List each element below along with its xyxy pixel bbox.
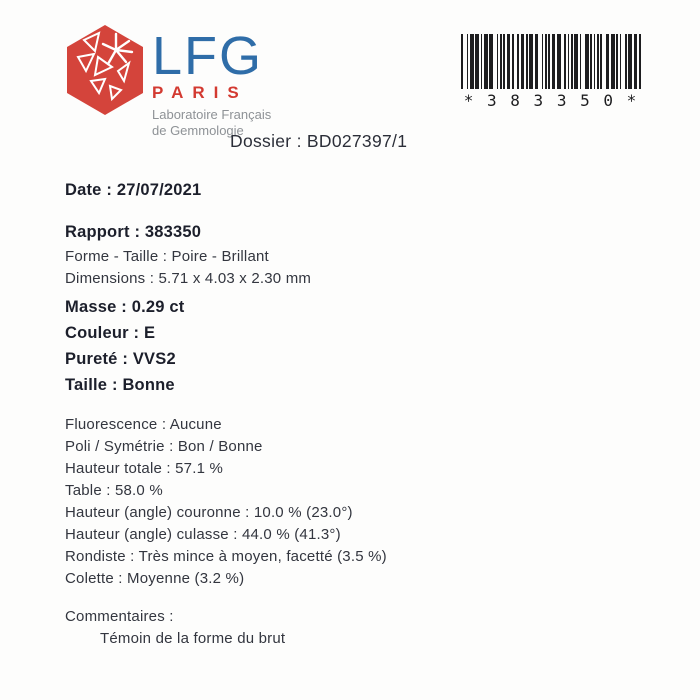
field-value: VVS2: [132, 350, 176, 368]
logo-city: PARIS: [152, 83, 248, 102]
field-dimensions: [65, 268, 311, 290]
separator: :: [113, 570, 128, 587]
separator: :: [128, 324, 144, 342]
rapport-group: [65, 218, 311, 290]
separator: :: [291, 131, 307, 151]
dossier-line: [230, 131, 407, 152]
barcode: [458, 34, 644, 110]
field-purete: [65, 346, 185, 372]
logo-text: [152, 26, 272, 138]
field-value: 57.1 %: [175, 460, 224, 477]
separator: :: [117, 350, 133, 368]
separator: :: [240, 504, 254, 521]
logo-subtitle-line2: de Gemmologie: [152, 123, 244, 138]
separator: :: [158, 248, 172, 265]
field-label: Couleur: [65, 324, 129, 342]
separator: :: [228, 526, 242, 543]
separator: :: [145, 270, 159, 287]
field-label: Poli / Symétrie: [65, 438, 165, 455]
separator: :: [129, 223, 145, 241]
field-value: Poire - Brillant: [171, 248, 269, 265]
separator: :: [125, 548, 139, 565]
field-value: Moyenne (3.2 %): [127, 570, 245, 587]
field-hauteur-culasse: [65, 524, 387, 546]
field-value: Bon / Bonne: [177, 438, 263, 455]
field-colette: [65, 568, 387, 590]
field-hauteur-totale: [65, 458, 387, 480]
field-label: Pureté: [65, 350, 118, 368]
field-value: 58.0 %: [114, 482, 163, 499]
field-value: 44.0 % (41.3°): [241, 526, 341, 543]
field-poli-symetrie: [65, 436, 387, 458]
comments-text: Témoin de la forme du brut: [100, 630, 286, 647]
separator: :: [101, 482, 115, 499]
field-label: Hauteur (angle) couronne: [65, 504, 241, 521]
barcode-bars: [458, 34, 644, 89]
field-label: Fluorescence: [65, 416, 158, 433]
field-label: Rapport: [65, 223, 130, 241]
field-label: Hauteur totale: [65, 460, 163, 477]
field-fluorescence: [65, 414, 387, 436]
logo-acronym: LFG: [152, 26, 264, 86]
comments-label: Commentaires :: [65, 608, 174, 625]
separator: :: [157, 416, 170, 433]
field-label: Table: [65, 482, 102, 499]
field-value: Très mince à moyen, facetté (3.5 %): [138, 548, 387, 565]
field-label: Rondiste: [65, 548, 126, 565]
field-label: Hauteur (angle) culasse: [65, 526, 229, 543]
field-value: 0.29 ct: [131, 298, 185, 316]
field-value: 10.0 % (23.0°): [253, 504, 353, 521]
field-forme-taille: [65, 246, 311, 268]
dossier-label: Dossier: [230, 131, 292, 151]
field-value: Bonne: [122, 376, 175, 394]
details-group: [65, 414, 387, 590]
comments-group: [65, 606, 285, 650]
field-rondiste: [65, 546, 387, 568]
separator: :: [116, 298, 132, 316]
barcode-number: * 3 8 3 3 5 0 *: [463, 91, 639, 110]
field-label: Date: [65, 181, 102, 199]
field-value: E: [144, 324, 156, 342]
field-date: [65, 177, 201, 203]
field-couleur: [65, 320, 185, 346]
field-value: Aucune: [169, 416, 222, 433]
field-rapport: [65, 218, 311, 246]
lfg-logo: [66, 24, 271, 138]
field-value: 383350: [144, 223, 202, 241]
field-value: 5.71 x 4.03 x 2.30 mm: [158, 270, 312, 287]
field-masse: [65, 294, 185, 320]
date-group: [65, 177, 201, 203]
field-label: Dimensions: [65, 270, 146, 287]
separator: :: [164, 438, 178, 455]
lfg-hexagon-gem-icon: [66, 24, 144, 116]
field-label: Taille: [65, 376, 108, 394]
separator: :: [162, 460, 176, 477]
field-hauteur-couronne: [65, 502, 387, 524]
separator: :: [107, 376, 123, 394]
field-table: [65, 480, 387, 502]
separator: :: [101, 181, 117, 199]
field-label: Colette: [65, 570, 114, 587]
logo-subtitle-line1: Laboratoire Français: [152, 107, 272, 122]
grading-group: [65, 294, 185, 398]
field-taille: [65, 372, 185, 398]
field-value: 27/07/2021: [116, 181, 202, 199]
field-label: Masse: [65, 298, 117, 316]
dossier-value: BD027397/1: [306, 131, 408, 151]
field-label: Forme - Taille: [65, 248, 159, 265]
